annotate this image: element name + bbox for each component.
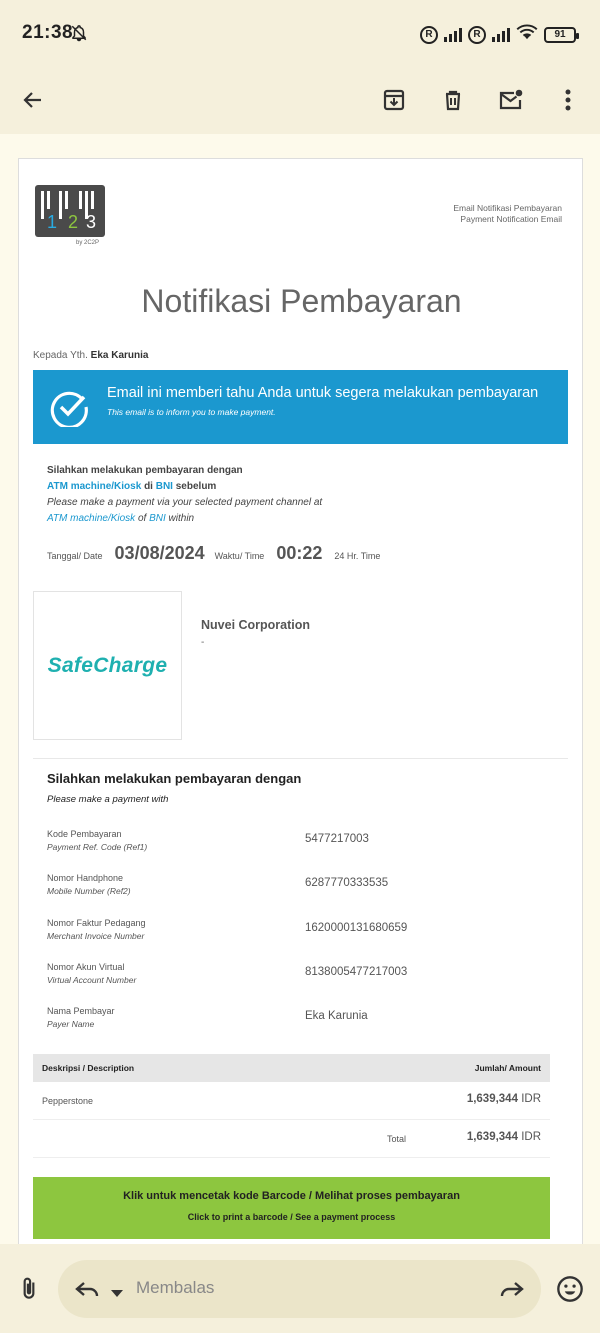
reply-icon[interactable] [74, 1277, 100, 1306]
status-bar [0, 0, 600, 68]
header-notice [453, 203, 562, 225]
row-amount [467, 1093, 541, 1105]
recipient-name: Eka Karunia [90, 350, 149, 361]
deadline-time: 00:22 [276, 543, 323, 563]
reply-bar [0, 1244, 600, 1333]
header-notice-en: Payment Notification Email [460, 214, 562, 224]
instruction-of: of [137, 513, 147, 524]
bell-off-icon [70, 24, 88, 47]
divider [33, 758, 568, 759]
logo-by-2c2p: by 2C2P [76, 240, 100, 246]
banner-submessage: This email is to inform you to make payment. [107, 407, 276, 417]
instruction-di: di [144, 481, 153, 492]
total-currency: IDR [521, 1131, 541, 1143]
recipient-prefix: Kepada Yth. [33, 350, 88, 361]
amount-value: 1,639,344 [466, 1093, 518, 1105]
field-sublabel: Virtual Account Number [47, 975, 137, 985]
field-value: 8138005477217003 [305, 966, 408, 978]
instruction-sebelum: sebelum [175, 481, 217, 492]
amount-table [33, 1054, 550, 1158]
table-total-row [33, 1120, 550, 1158]
wifi-icon [516, 24, 538, 45]
app-toolbar [0, 68, 600, 134]
attachment-icon[interactable] [16, 1276, 42, 1307]
time-format: 24 Hr. Time [334, 551, 381, 561]
banner-message: Email ini memberi tahu Anda untuk segera melakukan pembayaran [107, 385, 539, 401]
back-arrow-icon[interactable] [13, 80, 53, 120]
signal-icon [492, 28, 510, 42]
mark-unread-icon[interactable] [491, 80, 531, 120]
field-mobile-number [47, 873, 567, 907]
table-row [33, 1082, 550, 1120]
emoji-icon[interactable] [556, 1275, 584, 1308]
payment-section-subtitle: Please make a payment with [47, 794, 169, 805]
total-amount [467, 1131, 541, 1143]
field-sublabel: Payment Ref. Code (Ref1) [47, 842, 148, 852]
instruction-line-1: Silahkan melakukan pembayaran dengan [47, 465, 243, 476]
registered-icon: R [468, 26, 486, 44]
col-amount: Jumlah/ Amount [474, 1063, 541, 1073]
battery-icon: 91 [544, 27, 576, 43]
date-label: Tanggal/ Date [47, 551, 103, 561]
merchant-logo-text: SafeCharge [47, 653, 168, 677]
info-banner [33, 370, 568, 444]
field-sublabel: Mobile Number (Ref2) [47, 886, 131, 896]
delete-icon[interactable] [433, 80, 473, 120]
recipient-line [33, 350, 148, 361]
field-merchant-invoice [47, 918, 567, 952]
reply-input[interactable] [58, 1260, 541, 1318]
col-description: Deskripsi / Description [42, 1063, 135, 1073]
header-notice-id: Email Notifikasi Pembayaran [453, 203, 562, 213]
field-label: Nomor Akun Virtual [47, 962, 125, 972]
archive-icon[interactable] [374, 80, 414, 120]
logo-digit-2: 2 [68, 212, 79, 232]
field-sublabel: Merchant Invoice Number [47, 931, 145, 941]
bank-link[interactable]: BNI [155, 481, 173, 492]
field-payment-code [47, 829, 567, 863]
cta-sublabel: Click to print a barcode / See a payment process [187, 1212, 396, 1222]
field-value: 6287770333535 [305, 877, 389, 889]
status-time: 21:38 [22, 22, 74, 43]
field-label: Kode Pembayaran [47, 829, 122, 839]
table-header [33, 1054, 550, 1082]
logo-123 [35, 185, 105, 237]
instruction-line-4 [47, 511, 322, 527]
merchant-detail: - [201, 637, 205, 648]
field-value: Eka Karunia [305, 1010, 368, 1022]
total-value: 1,639,344 [466, 1131, 518, 1143]
cta-label: Klik untuk mencetak kode Barcode / Melihat proses pembayaran [123, 1190, 460, 1202]
payment-instructions [47, 463, 322, 527]
instruction-line-2 [47, 479, 322, 495]
payment-deadline [47, 543, 392, 564]
field-payer-name [47, 1006, 567, 1040]
bank-link-en[interactable]: BNI [149, 513, 166, 524]
row-description: Pepperstone [42, 1096, 94, 1106]
status-icons [420, 24, 576, 45]
reply-placeholder: Membalas [136, 1278, 215, 1297]
field-value: 1620000131680659 [305, 922, 408, 934]
field-virtual-account [47, 962, 567, 996]
more-vert-icon[interactable] [548, 80, 588, 120]
email-card [18, 158, 583, 1248]
channel-link[interactable]: ATM machine/Kiosk [47, 481, 142, 492]
field-label: Nama Pembayar [47, 1006, 115, 1016]
dropdown-caret-icon[interactable] [110, 1285, 124, 1303]
logo-digit-1: 1 [47, 212, 58, 232]
email-body-area [0, 134, 600, 1244]
instruction-within: within [168, 513, 195, 524]
channel-link-en[interactable]: ATM machine/Kiosk [47, 513, 136, 524]
check-circle-icon [49, 387, 89, 432]
time-label: Waktu/ Time [214, 551, 265, 561]
forward-icon[interactable] [499, 1277, 525, 1306]
payment-section-title: Silahkan melakukan pembayaran dengan [47, 771, 302, 786]
signal-icon [444, 28, 462, 42]
field-sublabel: Payer Name [47, 1019, 95, 1029]
logo-digit-3: 3 [86, 212, 97, 232]
amount-currency: IDR [521, 1093, 541, 1105]
total-label: Total [387, 1134, 407, 1144]
page-title: Notifikasi Pembayaran [141, 283, 462, 319]
merchant-name: Nuvei Corporation [201, 618, 311, 632]
field-label: Nomor Handphone [47, 873, 124, 883]
field-value: 5477217003 [305, 833, 369, 845]
merchant-logo [33, 591, 182, 740]
instruction-line-3: Please make a payment via your selected payment channel at [47, 497, 323, 508]
deadline-date: 03/08/2024 [114, 543, 205, 563]
field-label: Nomor Faktur Pedagang [47, 918, 146, 928]
print-barcode-button[interactable] [33, 1177, 550, 1239]
registered-icon: R [420, 26, 438, 44]
